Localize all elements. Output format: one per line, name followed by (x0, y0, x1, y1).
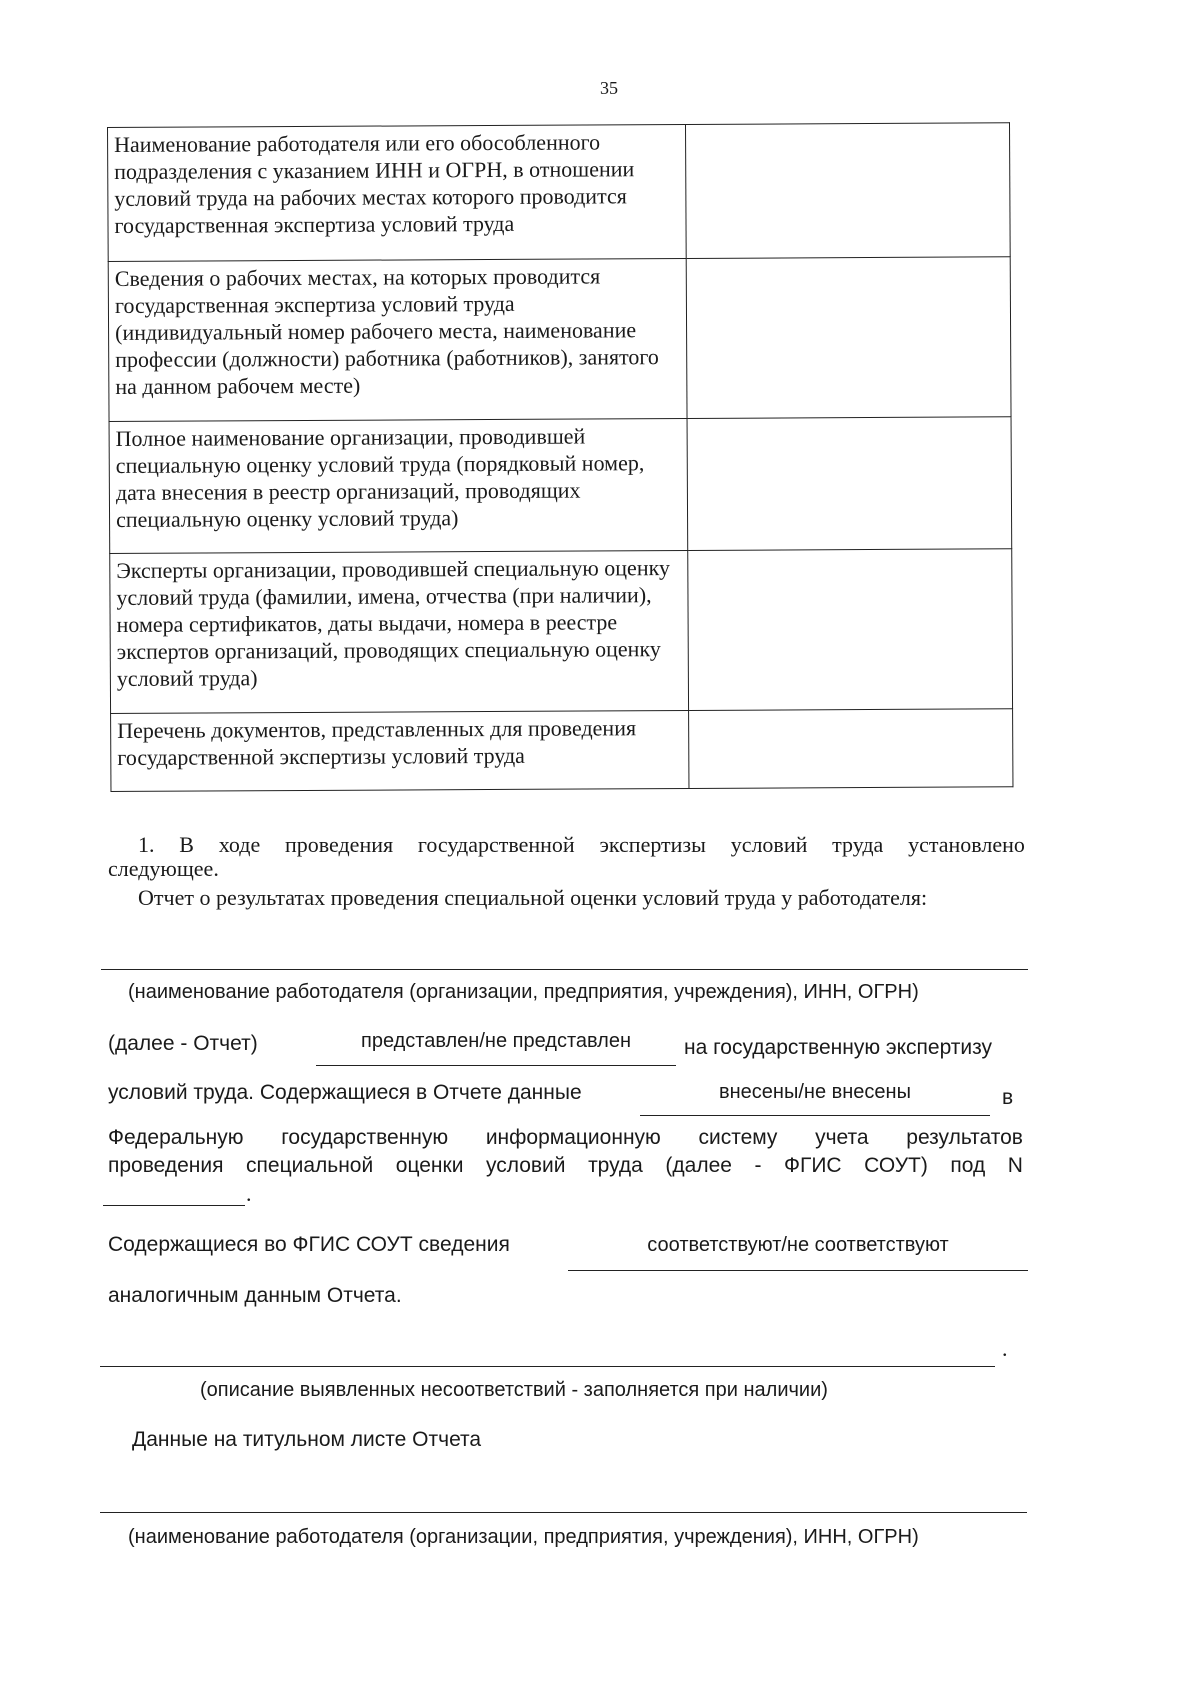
row-value-experts[interactable] (687, 549, 1012, 711)
dot-after-discrepancies: . (1002, 1336, 1008, 1361)
row-value-workplaces[interactable] (686, 257, 1011, 419)
correspond-field[interactable] (568, 1270, 1028, 1271)
employer-name-field-1[interactable] (101, 969, 1028, 970)
word: ходе (218, 832, 261, 857)
paragraph-1-line-2: следующее. (108, 856, 219, 881)
word: - (754, 1154, 762, 1177)
paragraph-1-line-1 (138, 832, 1025, 858)
word: N (1007, 1154, 1023, 1177)
word: систему (698, 1126, 778, 1149)
word: проведения (284, 832, 394, 857)
word: труда (588, 1154, 643, 1177)
conditions-contained-text: условий труда. Содержащиеся в Отчете данные (108, 1081, 582, 1104)
row-value-organization[interactable] (687, 417, 1012, 551)
word: оценки (395, 1154, 464, 1177)
federal-system-line (108, 1126, 1023, 1150)
row-value-employer[interactable] (685, 123, 1010, 259)
table-row (108, 257, 1011, 422)
row-value-documents[interactable] (688, 709, 1013, 789)
word: специальной (246, 1154, 374, 1177)
word: условий (485, 1154, 566, 1177)
word: информационную (485, 1126, 661, 1149)
word: труда (832, 832, 884, 857)
hereinafter-report-text: (далее - Отчет) (108, 1032, 258, 1055)
analogous-data-text: аналогичным данным Отчета. (108, 1284, 402, 1307)
word: государственную (281, 1126, 449, 1149)
employer-caption-1: (наименование работодателя (организации, предприятия, учреждения), ИНН, ОГРН) (128, 981, 919, 1003)
discrepancies-caption: (описание выявленных несоответствий - заполняется при наличии) (200, 1379, 828, 1401)
presented-option[interactable]: представлен/не представлен (360, 1030, 632, 1052)
presented-field[interactable] (316, 1065, 676, 1066)
correspond-option[interactable]: соответствуют/не соответствуют (647, 1234, 949, 1256)
word: 1. (138, 832, 155, 857)
row-label-organization: Полное наименование организации, проводившей специальную оценку условий труда (порядковый номер, дата внесения в реестр организаций, проводящих специальную оценку условий труда) (109, 418, 687, 553)
conducting-assessment-line (108, 1154, 1023, 1178)
discrepancies-field[interactable] (100, 1366, 995, 1367)
into-text: в (1002, 1086, 1014, 1109)
title-page-data-text: Данные на титульном листе Отчета (132, 1428, 482, 1451)
table-row (111, 709, 1013, 792)
word: результатов (906, 1126, 1023, 1149)
word: СОУТ) (864, 1154, 928, 1177)
employer-caption-2: (наименование работодателя (организации, предприятия, учреждения), ИНН, ОГРН) (128, 1526, 919, 1548)
report-intro-line: Отчет о результатах проведения специальной оценки условий труда у работодателя: (138, 885, 928, 910)
word: проведения (108, 1154, 224, 1177)
word: условий (730, 832, 808, 857)
row-label-employer: Наименование работодателя или его обособленного подразделения с указанием ИНН и ОГРН, в отношении условий труда на рабочих местах которого проводится государственная экспертиза условий труда (108, 124, 686, 261)
row-label-documents: Перечень документов, представленных для проведения государственной экспертизы условий труда (111, 710, 689, 791)
word: государственной (417, 832, 575, 857)
employer-name-field-2[interactable] (100, 1512, 1027, 1513)
word: экспертизы (599, 832, 706, 857)
word: Федеральную (108, 1126, 244, 1149)
page-number: 35 (600, 78, 618, 98)
word: установлено (908, 832, 1025, 857)
fgis-contained-text: Содержащиеся во ФГИС СОУТ сведения (108, 1233, 510, 1256)
entered-option[interactable]: внесены/не внесены (719, 1081, 911, 1103)
entered-field[interactable] (640, 1115, 990, 1116)
row-label-workplaces: Сведения о рабочих местах, на которых проводится государственная экспертиза условий труда (индивидуальный номер рабочего места, наименование профессии (должности) работника (работников), занятого на данном рабочем месте) (108, 258, 686, 421)
word: учета (815, 1126, 869, 1149)
table-row (110, 549, 1013, 714)
row-label-experts: Эксперты организации, проводившей специальную оценку условий труда (фамилии, имена, отчества (при наличии), номера сертификатов, даты выдачи, номера в реестре экспертов организаций, проводящих специальную оценку условий труда) (110, 550, 688, 713)
word: В (179, 832, 194, 857)
to-state-expertise-text: на государственную экспертизу (684, 1036, 993, 1059)
word: ФГИС (784, 1154, 842, 1177)
table-row (108, 123, 1011, 262)
word: под (950, 1154, 986, 1177)
word: (далее (665, 1154, 732, 1177)
period-after-number: . (246, 1181, 252, 1206)
info-table (107, 122, 1013, 792)
table-row (109, 417, 1012, 554)
fgis-number-field[interactable] (103, 1205, 245, 1206)
